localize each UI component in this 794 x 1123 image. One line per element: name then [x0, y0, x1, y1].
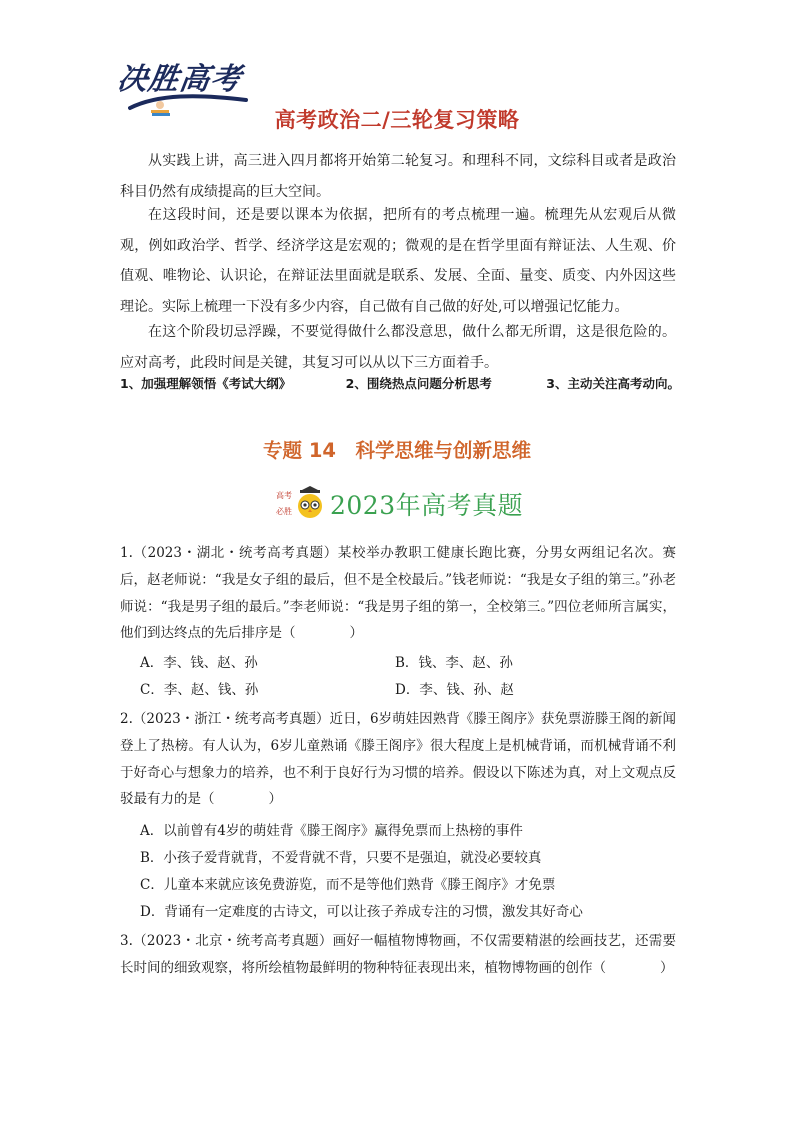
option-b: B．小孩子爱背就背，不爱背就不背，只要不是强迫，就没必要较真 — [140, 850, 542, 866]
question-2: 2.（2023・浙江・统考高考真题）近日，6岁萌娃因熟背《滕王阁序》获免票游滕王阁的新闻登上了热榜。有人认为，6岁儿童熟诵《滕王阁序》很大程度上是机械背诵，而机械背诵不利于好奇心与想象力的培养，也不利于良好行为习惯的培养。假设以下陈述为真，对上文观点反驳最有力的是（ ） — [120, 711, 676, 808]
option-d: D．背诵有一定难度的古诗文，可以让孩子养成专注的习惯，激发其好奇心 — [140, 904, 583, 920]
question-2-options — [140, 818, 660, 926]
svg-text:必胜: 必胜 — [276, 507, 292, 516]
focus-item: 1、加强理解领悟《考试大纲》 — [120, 376, 292, 391]
owl-mascot-icon — [276, 486, 324, 522]
option-d: D．李、钱、孙、赵 — [395, 682, 514, 698]
question-1-options — [140, 650, 660, 704]
question-3: 3.（2023・北京・统考高考真题）画好一幅植物博物画，不仅需要精湛的绘画技艺，还需要长时间的细致观察，将所绘植物最鲜明的物种特征表现出来，植物博物画的创作（ ） — [120, 933, 676, 976]
page-title: 高考政治二/三轮复习策略 — [274, 108, 520, 132]
option-a: A．李、钱、赵、孙 — [140, 655, 258, 671]
question-1: 1.（2023・湖北・统考高考真题）某校举办教职工健康长跑比赛，分男女两组记名次。赛后，赵老师说：“我是女子组的最后，但不是全校最后。”钱老师说：“我是女子组的第三。”孙老师说：“我是男子组的最后。”李老师说：“我是男子组的第一，全校第三。”四位老师所言属实，他们到达终点的先后排序是（ ） — [120, 545, 676, 642]
intro-paragraph-2: 在这段时间，还是要以课本为依据，把所有的考点梳理一遍。梳理先从宏观后从微观，例如政治学、哲学、经济学这是宏观的；微观的是在哲学里面有辩证法、人生观、价值观、唯物论、认识论，在辩证法里面就是联系、发展、全面、量变、质变、内外因这些理论。实际上梳理一下没有多少内容，自己做有自己做的好处,可以增强记忆能力。 — [120, 207, 676, 315]
intro-paragraph-1: 从实践上讲，高三进入四月都将开始第二轮复习。和理科不同，文综科目或者是政治科目仍然有成绩提高的巨大空间。 — [120, 153, 676, 200]
option-c: C．儿童本来就应该免费游览，而不是等他们熟背《滕王阁序》才免票 — [140, 877, 556, 893]
review-focus-list — [120, 374, 680, 392]
exam-badge — [276, 484, 526, 524]
focus-item: 3、主动关注高考动向。 — [546, 376, 680, 391]
focus-item: 2、围绕热点问题分析思考 — [345, 376, 492, 391]
section-title: 专题 14 科学思维与创新思维 — [263, 439, 531, 462]
option-c: C．李、赵、钱、孙 — [140, 682, 259, 698]
svg-text:高考: 高考 — [276, 491, 292, 500]
option-a: A．以前曾有4岁的萌娃背《滕王阁序》赢得免票而上热榜的事件 — [140, 823, 523, 839]
badge-title: 2023年高考真题 — [330, 491, 524, 520]
intro-paragraph-3: 在这个阶段切忌浮躁，不要觉得做什么都没意思，做什么都无所谓，这是很危险的。应对高考，此段时间是关键，其复习可以从以下三方面着手。 — [120, 324, 676, 371]
option-b: B．钱、李、赵、孙 — [395, 655, 513, 671]
logo-text: 决胜高考 — [115, 62, 244, 97]
